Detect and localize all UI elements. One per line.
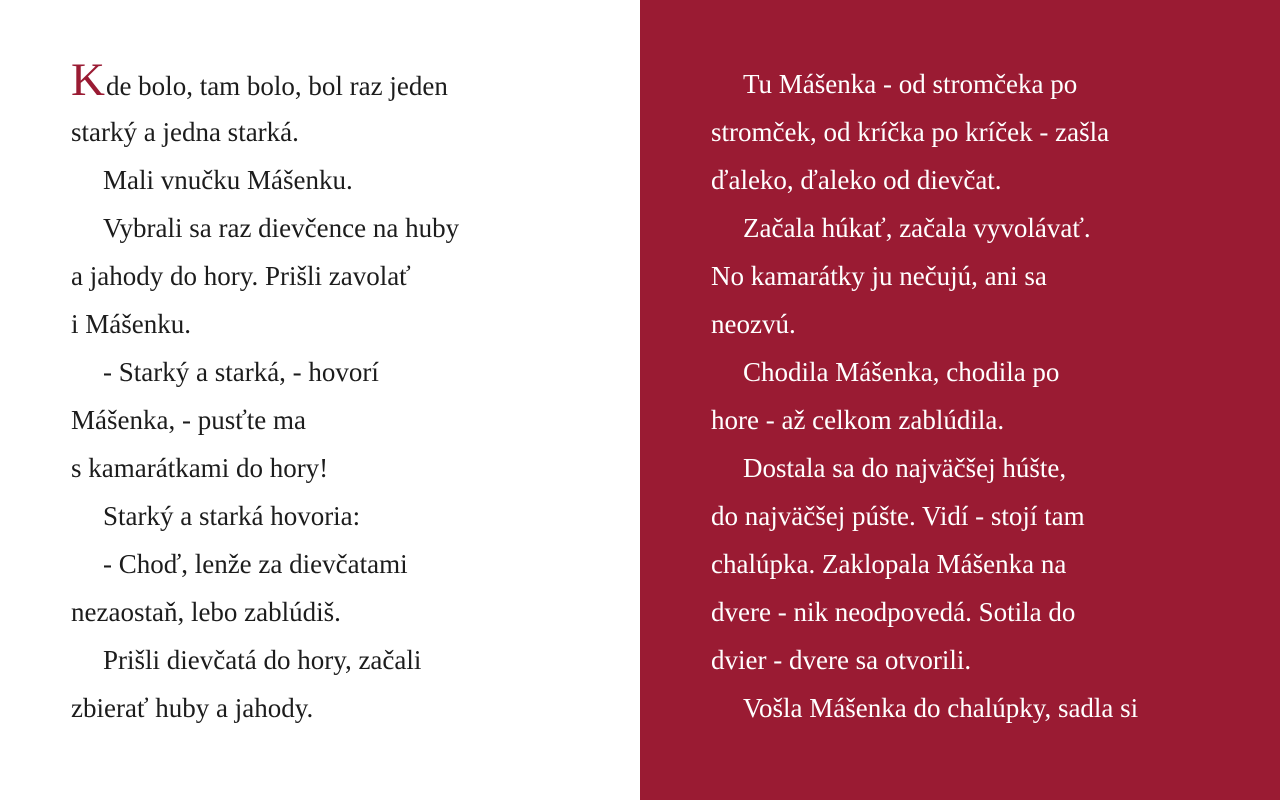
text-line: Chodila Mášenka, chodila po [743, 357, 1060, 387]
text-line: neozvú. [711, 309, 796, 339]
right-page [640, 0, 1280, 800]
text-line: No kamarátky ju nečujú, ani sa [711, 261, 1047, 291]
text-line: s kamarátkami do hory! [71, 453, 329, 483]
left-text-block [71, 108, 640, 732]
text-line: Mášenka, - pusťte ma [71, 405, 306, 435]
text-line: zbierať huby a jahody. [71, 693, 314, 723]
text-line: Starký a starká hovoria: [103, 501, 361, 531]
text-line: nezaostaň, lebo zablúdiš. [71, 597, 341, 627]
text-line: hore - až celkom zablúdila. [711, 405, 1005, 435]
text-line: Mali vnučku Mášenku. [103, 165, 353, 195]
text-line: Vošla Mášenka do chalúpky, sadla si [743, 693, 1139, 723]
text-line: dvere - nik neodpovedá. Sotila do [711, 597, 1076, 627]
text-line: dvier - dvere sa otvorili. [711, 645, 972, 675]
first-line-text: de bolo, tam bolo, bol raz jeden [105, 71, 448, 101]
text-line: chalúpka. Zaklopala Mášenka na [711, 549, 1067, 579]
text-line: stromček, od kríčka po kríček - zašla [711, 117, 1110, 147]
drop-cap: K [71, 54, 105, 106]
text-line: Tu Mášenka - od stromčeka po [743, 69, 1078, 99]
text-line: do najväčšej púšte. Vidí - stojí tam [711, 501, 1085, 531]
text-line: Prišli dievčatá do hory, začali [103, 645, 422, 675]
text-line: a jahody do hory. Prišli zavolať [71, 261, 411, 291]
text-line: Dostala sa do najväčšej húšte, [743, 453, 1067, 483]
text-line: ďaleko, ďaleko od dievčat. [711, 165, 1002, 195]
text-line: - Choď, lenže za dievčatami [103, 549, 408, 579]
text-line: i Mášenku. [71, 309, 191, 339]
right-text-block [711, 60, 1280, 732]
text-line: Vybrali sa raz dievčence na huby [103, 213, 460, 243]
text-line: - Starký a starká, - hovorí [103, 357, 379, 387]
text-line: starký a jedna starká. [71, 117, 299, 147]
text-line: Začala húkať, začala vyvolávať. [743, 213, 1091, 243]
first-line [71, 54, 640, 108]
